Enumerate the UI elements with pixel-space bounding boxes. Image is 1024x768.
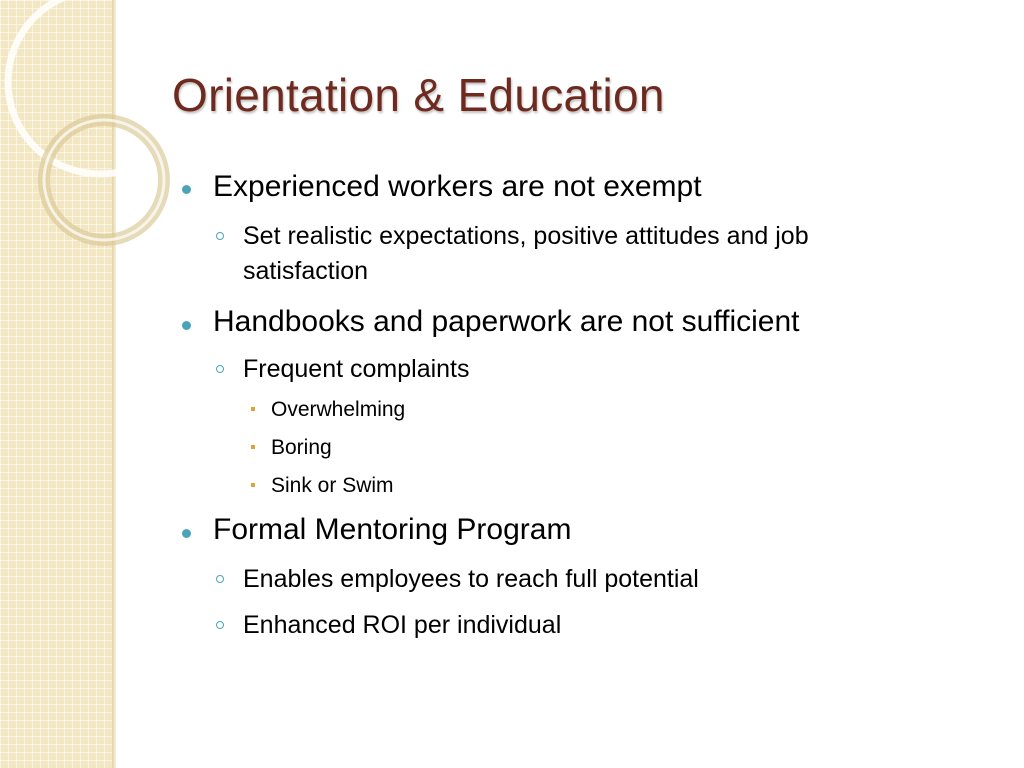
bullet-handbooks: Handbooks and paperwork are not sufficient	[213, 305, 800, 338]
bullet-square-icon	[251, 445, 255, 449]
bullet-square-icon	[251, 483, 255, 487]
sub-bullet-realistic-expectations-cont: satisfaction	[243, 257, 369, 285]
complaint-boring: Boring	[271, 436, 332, 459]
complaint-sink-or-swim: Sink or Swim	[271, 474, 394, 497]
bullet-dot-icon	[182, 321, 191, 330]
sub-bullet-enhanced-roi: Enhanced ROI per individual	[243, 611, 562, 639]
slide-title: Orientation & Education	[172, 69, 665, 121]
bullet-ring-icon	[216, 365, 224, 373]
bullet-experienced-workers: Experienced workers are not exempt	[213, 170, 702, 203]
sub-bullet-frequent-complaints: Frequent complaints	[243, 355, 470, 383]
bullet-ring-icon	[216, 575, 224, 583]
bullet-formal-mentoring: Formal Mentoring Program	[213, 513, 572, 546]
sub-bullet-full-potential: Enables employees to reach full potential	[243, 565, 699, 593]
bullet-dot-icon	[182, 529, 191, 538]
bullet-ring-icon	[216, 621, 224, 629]
sub-bullet-realistic-expectations: Set realistic expectations, positive attitudes and job	[243, 222, 809, 250]
bullet-dot-icon	[182, 185, 191, 194]
bullet-ring-icon	[216, 232, 224, 240]
complaint-overwhelming: Overwhelming	[271, 398, 406, 421]
bullet-square-icon	[251, 407, 255, 411]
